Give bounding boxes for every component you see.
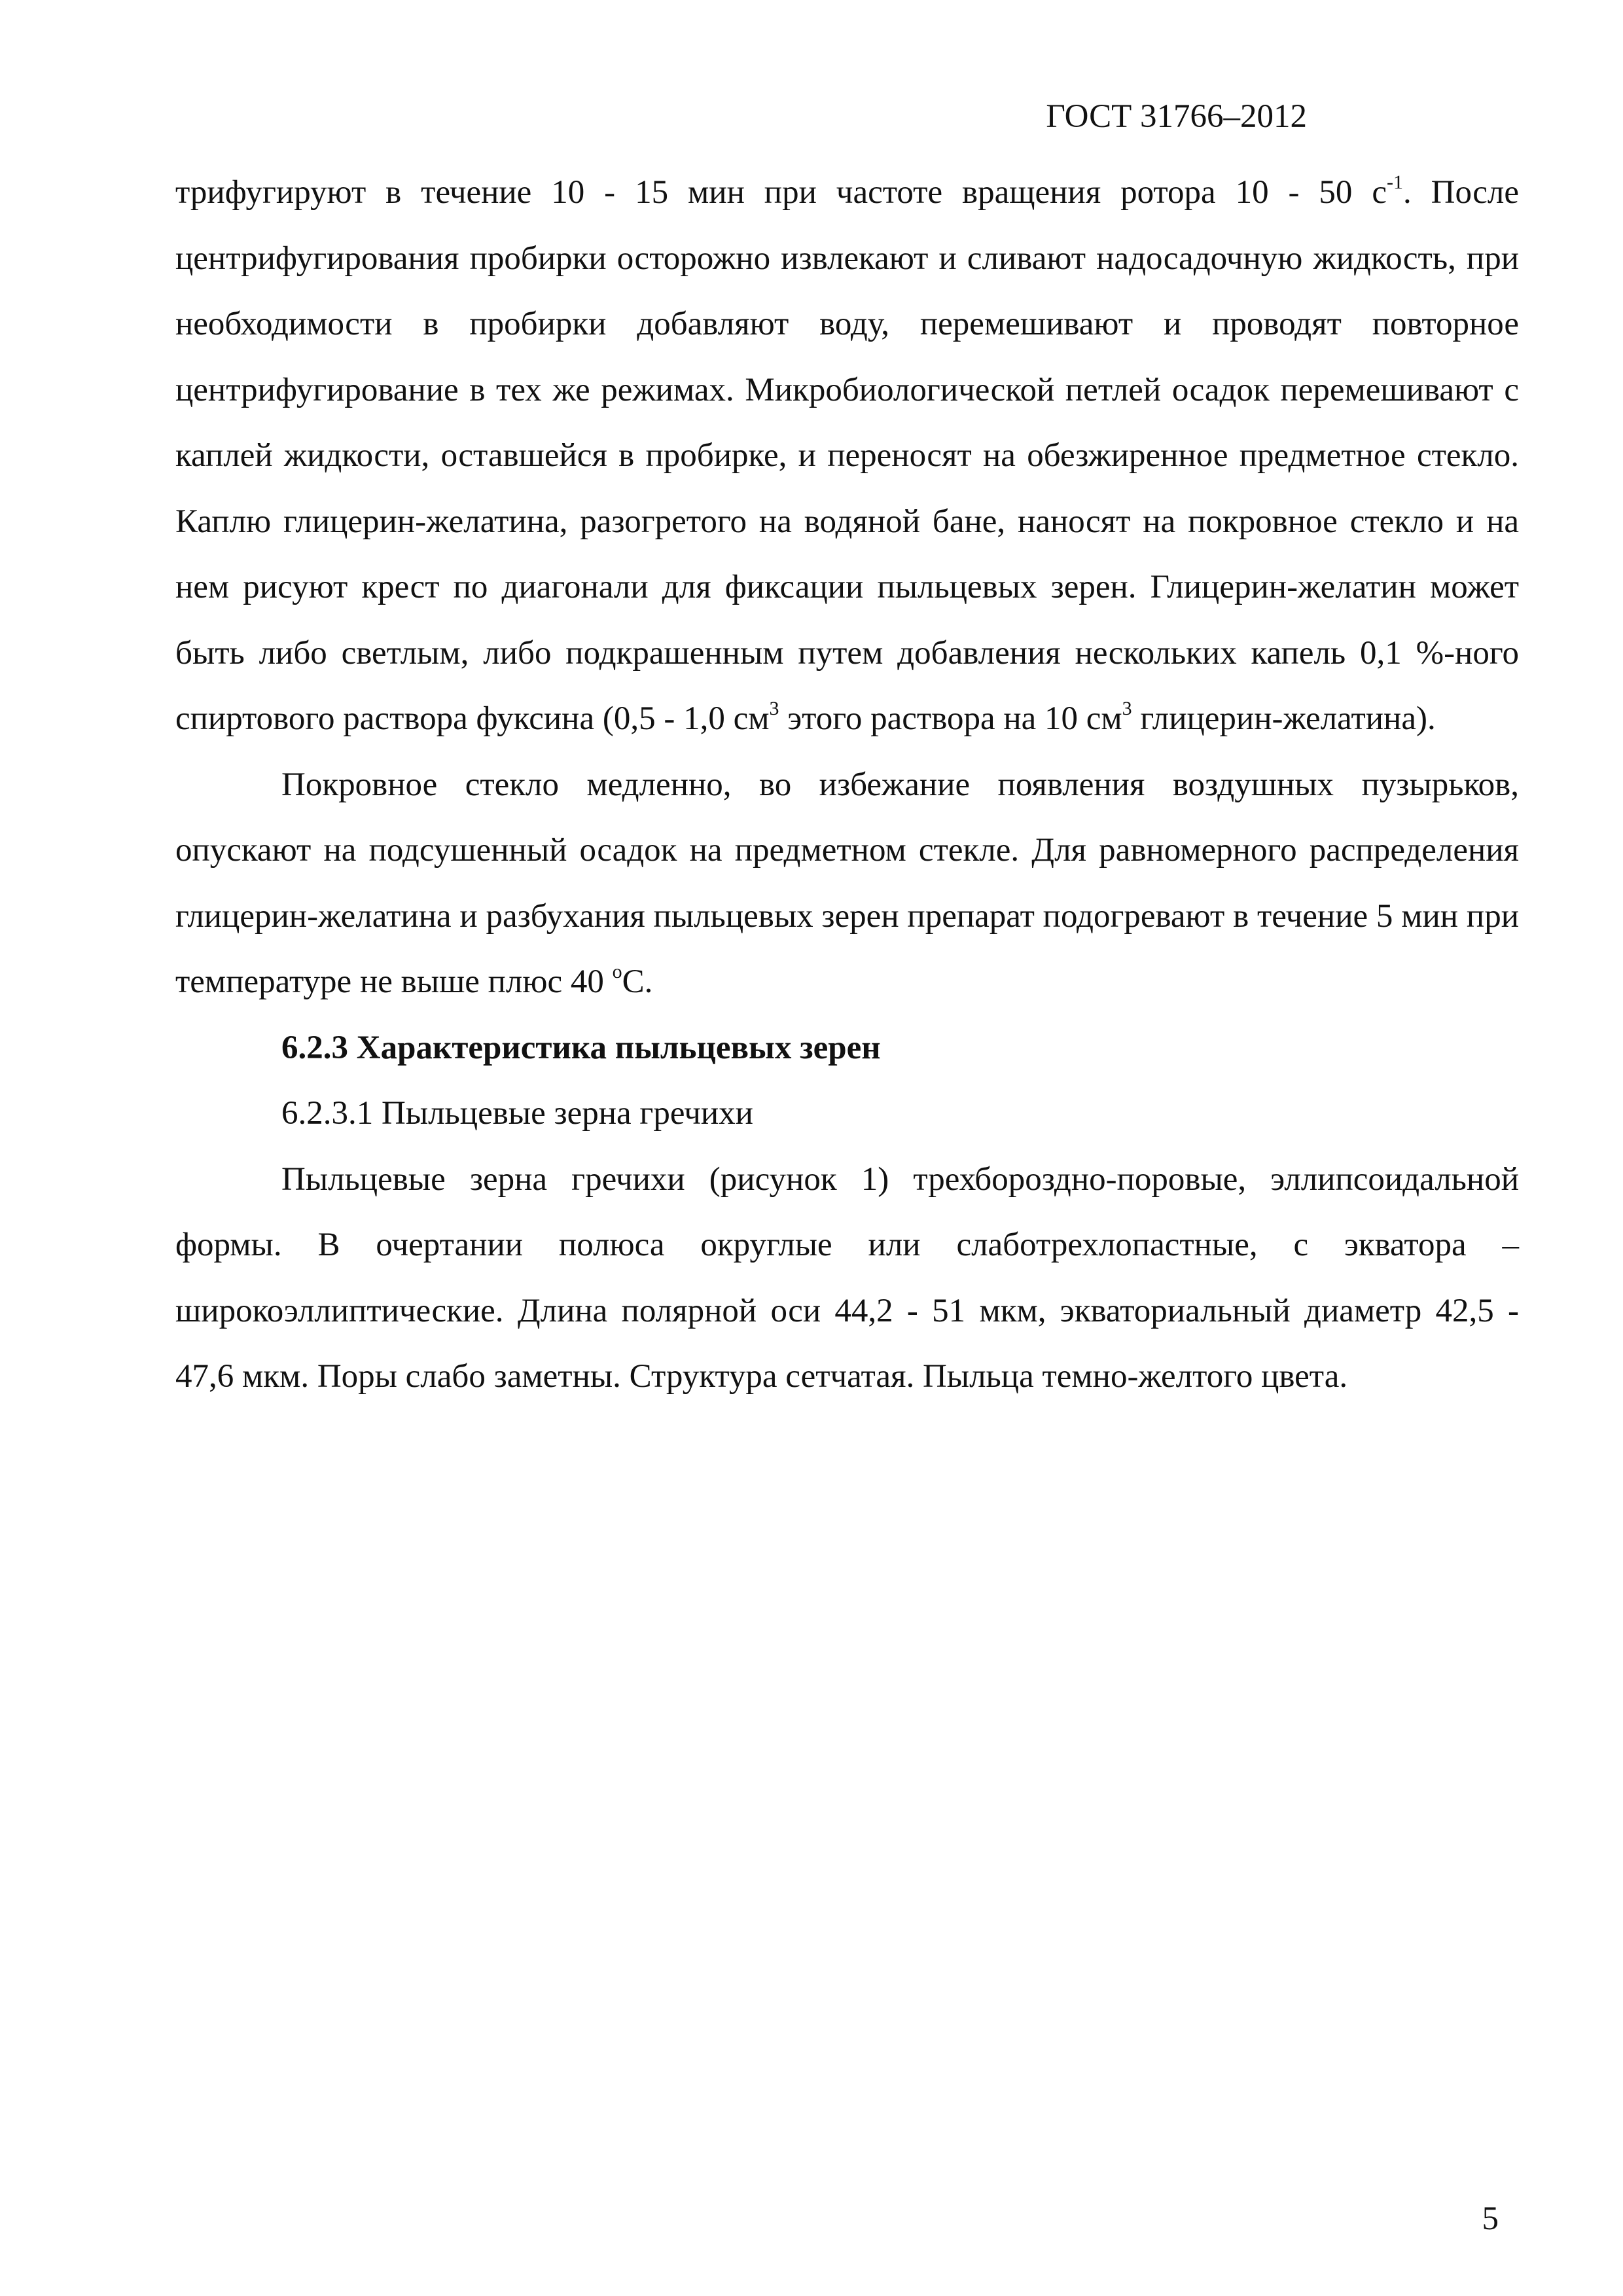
paragraph-text: . После центрифугирования пробирки осторожно извлекают и сливают надосадочную жидкость, при необходимости в пробирки добавляют воду, перемешивают и проводят повторное центрифугирование в тех же режимах. Микробиологической петлей осадок перемешивают с каплей жидкости, оставшейся в пробирке, и переносят на обезжиренное предметное стекло. Каплю глицерин-желатина, разогретого на водяной бане, наносят на покровное стекло и на нем рисуют крест по диагонали для фиксации пыльцевых зерен. Глицерин-желатин может быть либо светлым, либо подкрашенным путем добавления нескольких капель 0,1 %-ного спиртового раствора фуксина (0,5 - 1,0 см xyxy=(175,174,1519,737)
paragraph-buckwheat-pollen: Пыльцевые зерна гречихи (рисунок 1) трехбороздно-поровые, эллипсоидальной формы. В очертании полюса округлые или слаботрехлопастные, с экватора – широкоэллиптические. Длина полярной оси 44,2 - 51 мкм, экваториальный диаметр 42,5 - 47,6 мкм. Поры слабо заметны. Структура сетчатая. Пыльца темно-желтого цвета. xyxy=(175,1160,1519,1395)
paragraph-text: глицерин-желатина). xyxy=(1132,700,1436,737)
document-body xyxy=(175,160,1519,1410)
paragraph-text: Покровное стекло медленно, во избежание появления воздушных пузырьков, опускают на подсушенный осадок на предметном стекле. Для равномерного распределения глицерин-желатина и разбухания пыльцевых зерен препарат подогревают в течение 5 мин при температуре не выше плюс 40 xyxy=(175,766,1519,1000)
superscript-exponent: 3 xyxy=(1122,698,1132,719)
paragraph-text: этого раствора на 10 см xyxy=(779,700,1122,737)
subsection-title: 6.2.3.1 Пыльцевые зерна гречихи xyxy=(281,1095,753,1132)
superscript-degree: о xyxy=(612,961,622,982)
superscript-exponent: 3 xyxy=(769,698,779,719)
paragraph-text: трифугируют в течение 10 - 15 мин при частоте вращения ротора 10 - 50 с xyxy=(175,174,1387,211)
paragraph-centrifugation xyxy=(175,160,1519,752)
paragraph-text: С. xyxy=(622,963,653,1000)
paragraph-cover-glass xyxy=(175,752,1519,1015)
superscript-exponent: -1 xyxy=(1387,171,1403,193)
section-heading: 6.2.3 Характеристика пыльцевых зерен xyxy=(281,1029,881,1066)
document-code-header: ГОСТ 31766–2012 xyxy=(1046,98,1307,135)
page-number: 5 xyxy=(1482,2200,1499,2237)
